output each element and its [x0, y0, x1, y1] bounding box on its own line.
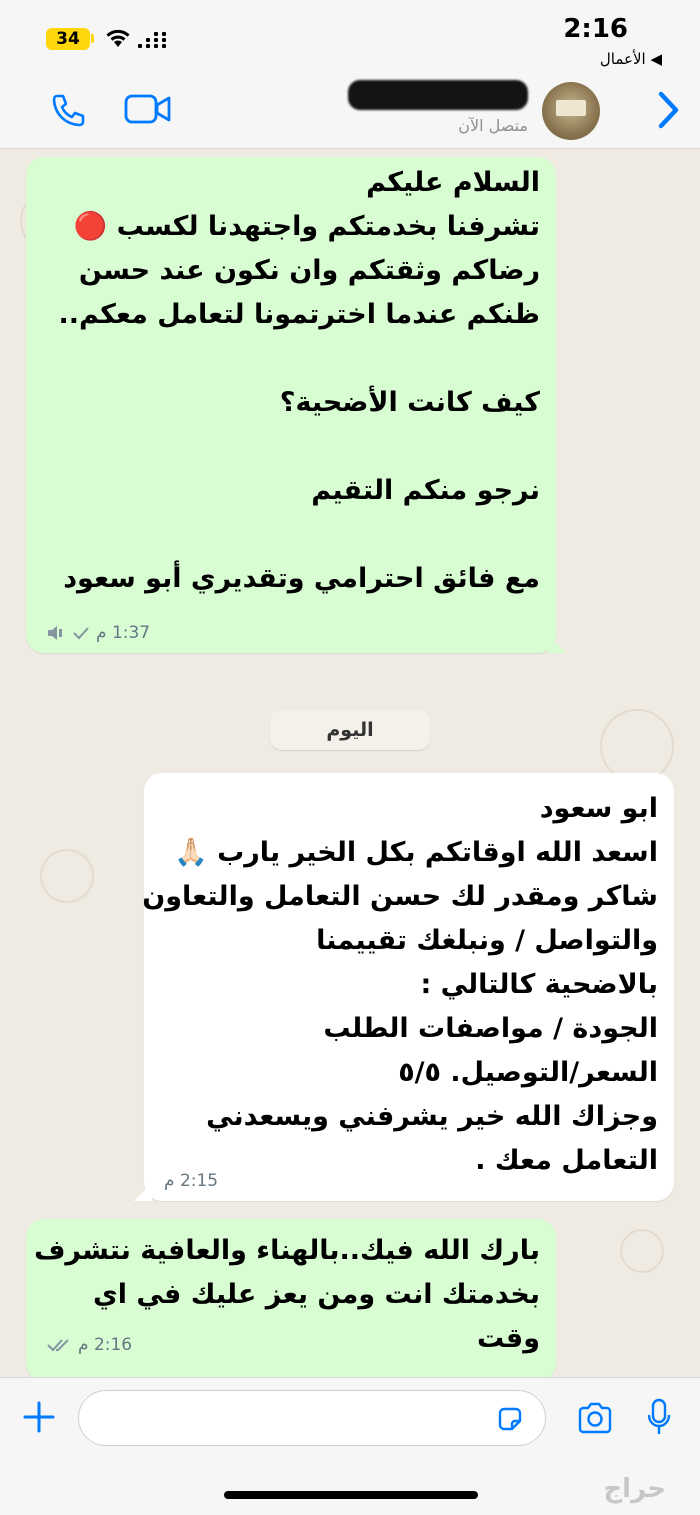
message-line: بارك الله فيك..بالهناء والعافية نتشرف: [34, 1235, 540, 1266]
message-line: كيف كانت الأضحية؟: [279, 387, 540, 418]
home-indicator[interactable]: [224, 1491, 478, 1499]
chat-area[interactable]: [0, 149, 700, 1377]
back-to-app-link[interactable]: ◀ الأعمال: [599, 50, 662, 68]
message-line: نرجو منكم التقيم: [311, 475, 540, 506]
outgoing-message[interactable]: [26, 157, 556, 653]
chat-header: [0, 76, 700, 149]
wifi-icon: [104, 27, 132, 49]
status-bar: [0, 0, 700, 76]
message-line: مع فائق احترامي وتقديري أبو سعود: [63, 563, 540, 594]
haraj-watermark: حراج: [603, 1474, 666, 1504]
message-time: 1:37 م: [96, 623, 151, 643]
message-line: السلام عليكم: [366, 167, 540, 198]
chevron-right-icon[interactable]: [654, 90, 682, 130]
attach-plus-button[interactable]: [22, 1400, 56, 1434]
message-line: وقت: [476, 1323, 540, 1354]
battery-indicator: 34: [46, 28, 90, 50]
incoming-message[interactable]: [144, 773, 674, 1201]
message-spacer: [58, 513, 540, 557]
compose-bar: [0, 1377, 700, 1515]
battery-tip: [91, 34, 94, 43]
message-line: السعر/التوصيل. ٥/٥: [398, 1057, 658, 1088]
day-separator: اليوم: [270, 710, 430, 750]
camera-button[interactable]: [576, 1402, 614, 1434]
message-line: التعامل معك .: [475, 1145, 658, 1176]
voice-call-button[interactable]: [48, 90, 88, 130]
clock: 2:16: [563, 14, 628, 44]
video-call-button[interactable]: [124, 92, 172, 126]
message-meta: [46, 623, 150, 643]
message-line: تشرفنا بخدمتكم واجتهدنا لكسب 🔴: [73, 211, 540, 242]
message-line: ابو سعود: [539, 793, 658, 824]
single-check-icon: [72, 626, 90, 640]
message-line: الجودة / مواصفات الطلب: [323, 1013, 658, 1044]
double-check-icon: [46, 1338, 72, 1352]
wallpaper-doodle: [600, 709, 674, 783]
message-time: 2:15 م: [164, 1171, 219, 1191]
message-spacer: [58, 337, 540, 381]
message-line: بالاضحية كالتالي :: [420, 969, 658, 1000]
microphone-button[interactable]: [646, 1398, 672, 1436]
contact-avatar[interactable]: [542, 82, 600, 140]
bubble-tail: [134, 1183, 152, 1201]
speaker-icon: [46, 625, 66, 641]
message-line: ظنكم عندما اخترتمونا لتعامل معكم..: [58, 299, 540, 330]
outgoing-message[interactable]: [26, 1219, 556, 1377]
message-time: 2:16 م: [78, 1335, 133, 1355]
message-input[interactable]: [78, 1390, 546, 1446]
message-line: وجزاك الله خير يشرفني ويسعدني: [206, 1101, 658, 1132]
message-line: بخدمتك انت ومن يعز عليك في اي: [92, 1279, 540, 1310]
signal-icon: [138, 31, 172, 49]
message-line: رضاكم وثقتكم وان نكون عند حسن: [78, 255, 540, 286]
contact-status: متصل الآن: [458, 116, 528, 135]
wallpaper-doodle: [40, 849, 94, 903]
message-line: والتواصل / ونبلغك تقييمنا: [316, 925, 658, 956]
bubble-tail: [548, 635, 566, 653]
wallpaper-doodle: [620, 1229, 664, 1273]
message-line: شاكر ومقدر لك حسن التعامل والتعاون: [142, 881, 658, 912]
message-meta: [164, 1171, 218, 1191]
message-meta: [46, 1335, 132, 1355]
sticker-icon[interactable]: [496, 1405, 524, 1433]
contact-name[interactable]: [348, 80, 528, 110]
message-line: اسعد الله اوقاتكم بكل الخير يارب 🙏🏻: [174, 837, 658, 868]
message-spacer: [58, 425, 540, 469]
